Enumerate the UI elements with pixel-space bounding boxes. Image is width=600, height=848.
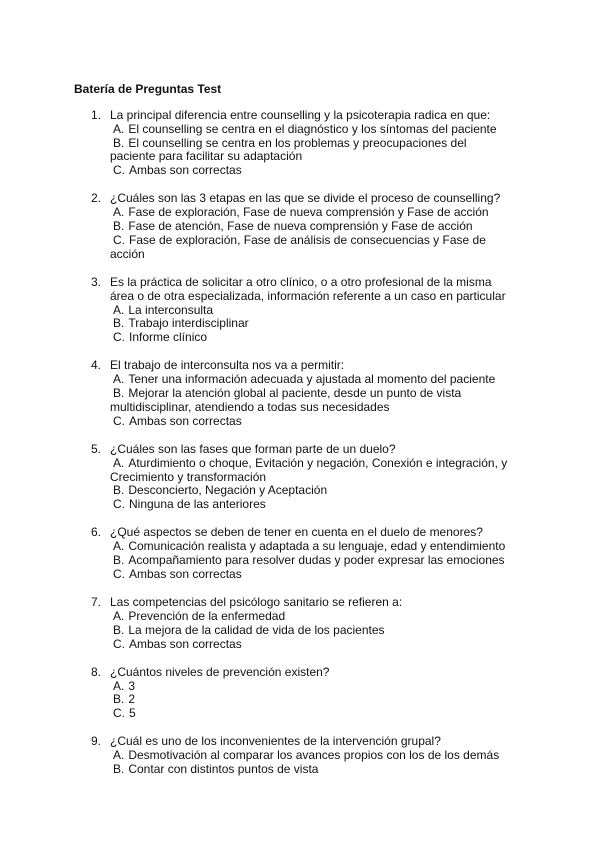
question-number: 7. bbox=[91, 595, 102, 610]
answer-options bbox=[110, 749, 510, 777]
answer-option bbox=[110, 680, 510, 694]
option-letter: B. bbox=[113, 219, 125, 234]
question-number: 6. bbox=[91, 525, 102, 540]
option-letter: B. bbox=[113, 483, 125, 498]
option-text: Mejorar la atención global al paciente, desde un punto de vista multidisciplinar, atendiendo a todas sus necesidades bbox=[110, 386, 462, 414]
option-letter: B. bbox=[113, 135, 125, 150]
option-letter: A. bbox=[113, 539, 125, 554]
option-letter: B. bbox=[113, 692, 125, 707]
option-text: Ambas son correctas bbox=[129, 163, 242, 178]
question-item bbox=[0, 735, 510, 776]
question-list bbox=[0, 109, 510, 791]
option-letter: A. bbox=[113, 302, 125, 317]
option-letter: A. bbox=[113, 455, 125, 470]
option-text: Contar con distintos puntos de vista bbox=[128, 762, 319, 777]
option-text: Desmotivación al comparar los avances propios con los de los demás bbox=[128, 748, 500, 763]
question-item bbox=[0, 596, 510, 651]
option-text: Desconcierto, Negación y Aceptación bbox=[128, 483, 328, 498]
question-text: Las competencias del psicólogo sanitario se refieren a: bbox=[110, 595, 403, 610]
option-text: Fase de exploración, Fase de análisis de consecuencias y Fase de acción bbox=[110, 232, 486, 261]
option-text: 5 bbox=[129, 706, 136, 721]
question-item bbox=[0, 359, 510, 428]
question-text: ¿Cuál es uno de los inconvenientes de la intervención grupal? bbox=[110, 734, 441, 749]
question-item bbox=[0, 192, 510, 261]
answer-option bbox=[110, 610, 510, 624]
answer-option bbox=[110, 707, 510, 721]
option-text: Prevención de la enfermedad bbox=[128, 608, 286, 623]
option-letter: C. bbox=[113, 413, 125, 428]
answer-option bbox=[110, 568, 510, 582]
page-title: Batería de Preguntas Test bbox=[74, 82, 222, 96]
question-number: 8. bbox=[91, 664, 102, 679]
option-letter: A. bbox=[113, 121, 125, 136]
question-item bbox=[0, 443, 510, 512]
question-text: Es la práctica de solicitar a otro clínico, o a otro profesional de la misma área o de otra especializada, información referente a un caso en particular bbox=[110, 274, 506, 303]
option-text: Informe clínico bbox=[129, 330, 208, 345]
question-number: 4. bbox=[91, 358, 102, 373]
answer-options bbox=[110, 457, 510, 512]
question-item bbox=[0, 276, 510, 345]
answer-option bbox=[110, 137, 510, 165]
option-letter: C. bbox=[113, 636, 125, 651]
answer-option bbox=[110, 164, 510, 178]
option-text: La interconsulta bbox=[128, 302, 214, 317]
option-text: La mejora de la calidad de vida de los pacientes bbox=[128, 622, 385, 637]
option-letter: C. bbox=[113, 497, 125, 512]
option-letter: A. bbox=[113, 608, 125, 623]
option-letter: C. bbox=[113, 566, 125, 581]
option-text: 3 bbox=[128, 678, 136, 693]
answer-option bbox=[110, 554, 510, 568]
option-letter: C. bbox=[113, 163, 125, 178]
question-number: 2. bbox=[91, 191, 102, 206]
answer-option bbox=[110, 220, 510, 234]
option-letter: A. bbox=[113, 678, 125, 693]
answer-options bbox=[110, 680, 510, 721]
answer-option bbox=[110, 624, 510, 638]
option-text: Ambas son correctas bbox=[129, 566, 242, 581]
option-text: Trabajo interdisciplinar bbox=[128, 316, 249, 331]
answer-option bbox=[110, 540, 510, 554]
option-text: Fase de atención, Fase de nueva comprensión y Fase de acción bbox=[128, 219, 473, 234]
option-text: Acompañamiento para resolver dudas y poder expresar las emociones bbox=[128, 553, 505, 568]
question-item bbox=[0, 526, 510, 581]
answer-options bbox=[110, 304, 510, 345]
question-text: El trabajo de interconsulta nos va a permitir: bbox=[110, 358, 345, 373]
question-text: ¿Cuáles son las fases que forman parte de un duelo? bbox=[110, 441, 396, 456]
answer-options bbox=[110, 373, 510, 428]
question-text: ¿Cuáles son las 3 etapas en las que se divide el proceso de counselling? bbox=[110, 191, 501, 206]
answer-option bbox=[110, 317, 510, 331]
question-number: 3. bbox=[91, 274, 102, 289]
answer-option bbox=[110, 415, 510, 429]
option-text: Comunicación realista y adaptada a su lenguaje, edad y entendimiento bbox=[128, 539, 506, 554]
answer-options bbox=[110, 610, 510, 651]
question-item bbox=[0, 109, 510, 178]
question-text: La principal diferencia entre counselling y la psicoterapia radica en que: bbox=[110, 108, 491, 122]
answer-option bbox=[110, 304, 510, 318]
answer-option bbox=[110, 387, 510, 415]
option-letter: B. bbox=[113, 553, 125, 568]
option-text: Ambas son correctas bbox=[129, 636, 242, 651]
answer-option bbox=[110, 484, 510, 498]
answer-option bbox=[110, 331, 510, 345]
option-text: Ninguna de las anteriores bbox=[129, 497, 266, 512]
option-text: El counselling se centra en los problemas y preocupaciones del paciente para facilitar su adaptación bbox=[110, 135, 467, 164]
question-text: ¿Cuántos niveles de prevención existen? bbox=[110, 664, 330, 679]
option-text: Ambas son correctas bbox=[129, 413, 242, 428]
option-letter: C. bbox=[113, 330, 125, 345]
question-item bbox=[0, 666, 510, 721]
answer-option bbox=[110, 638, 510, 652]
question-number: 9. bbox=[91, 734, 102, 749]
option-text: Tener una información adecuada y ajustada al momento del paciente bbox=[128, 372, 496, 387]
answer-option bbox=[110, 206, 510, 220]
option-text: Fase de exploración, Fase de nueva comprensión y Fase de acción bbox=[128, 205, 489, 220]
option-letter: A. bbox=[113, 205, 125, 220]
option-letter: B. bbox=[113, 622, 125, 637]
option-letter: A. bbox=[113, 748, 125, 763]
option-letter: B. bbox=[113, 762, 125, 777]
answer-options bbox=[110, 206, 510, 261]
answer-option bbox=[110, 234, 510, 262]
option-letter: C. bbox=[113, 232, 125, 247]
option-text: Aturdimiento o choque, Evitación y negación, Conexión e integración, y Crecimiento y transformación bbox=[110, 455, 508, 484]
option-text: 2 bbox=[128, 692, 136, 707]
question-number: 5. bbox=[91, 441, 102, 456]
option-letter: C. bbox=[113, 706, 125, 721]
question-text: ¿Qué aspectos se deben de tener en cuenta en el duelo de menores? bbox=[110, 525, 483, 540]
answer-option bbox=[110, 373, 510, 387]
answer-options bbox=[110, 540, 510, 581]
option-letter: B. bbox=[113, 386, 125, 401]
answer-option bbox=[110, 457, 510, 485]
answer-option bbox=[110, 693, 510, 707]
answer-option bbox=[110, 749, 510, 763]
answer-options bbox=[110, 123, 510, 178]
option-text: El counselling se centra en el diagnóstico y los síntomas del paciente bbox=[128, 121, 497, 136]
option-letter: B. bbox=[113, 316, 125, 331]
answer-option bbox=[110, 763, 510, 777]
answer-option bbox=[110, 498, 510, 512]
question-number: 1. bbox=[91, 108, 102, 122]
option-letter: A. bbox=[113, 372, 125, 387]
answer-option bbox=[110, 123, 510, 137]
